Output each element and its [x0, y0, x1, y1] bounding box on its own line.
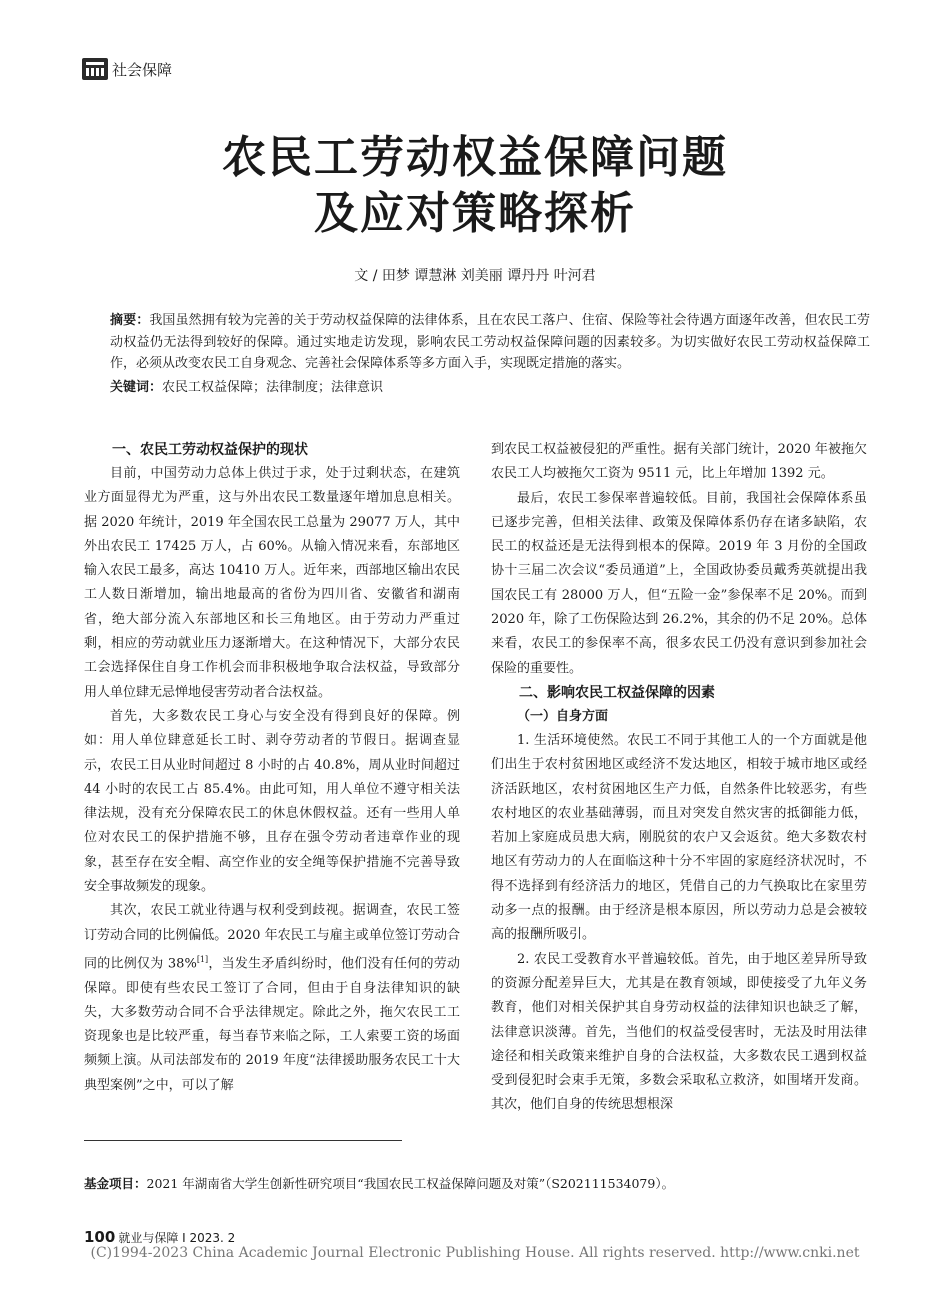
abstract-label: 摘要：: [110, 313, 150, 328]
abstract: [110, 310, 870, 375]
title-line-2: 及应对策略探析: [314, 188, 636, 239]
page-number: 100: [84, 1228, 116, 1246]
funding-text: 2021 年湖南省大学生创新性研究项目“我国农民工权益保障问题及对策”（S202111534079）。: [146, 1176, 675, 1191]
keywords-label: 关键词：: [110, 380, 163, 395]
right-column: [491, 438, 867, 1118]
paragraph-text: 其次，农民工就业待遇与权利受到歧视。据调查，农民工签订劳动合同的比例偏低。2020 年农民工与雇主或单位签订劳动合同的比例仅为 38%: [84, 903, 460, 972]
copyright-notice: (C)1994-2023 China Academic Journal Electronic Publishing House. All rights reserved. http://www.cnki.net: [90, 1245, 860, 1261]
authors: 文 / 田梦 谭慧淋 刘美丽 谭丹丹 叶河君: [354, 268, 596, 284]
funding-note: [84, 1174, 674, 1192]
paragraph: 到农民工权益被侵犯的严重性。据有关部门统计，2020 年被拖欠农民工人均被拖欠工资为 9511 元，比上年增加 1392 元。: [491, 442, 867, 482]
subsection-heading: （一）自身方面: [517, 708, 609, 724]
paragraph: 目前，中国劳动力总体上供过于求，处于过剩状态，在建筑业方面显得尤为严重，这与外出农民工数量逐年增加息息相关。据 2020 年统计，2019 年全国农民工总量为 29077 万人，其中外出农民工 17425 万人，占 60%。从输入情况来看，东部地区输入农民工最多，高达 10410 万人。近年来，西部地区输出农民工人数日渐增加，输出地最高的省份为四川省、安徽省和湖南省，绝大部分流入东部地区和长三角地区。由于劳动力严重过剩，相应的劳动就业压力逐渐增大。在这种情况下，大部分农民工会选择保住自身工作机会而非积极地争取合法权益，导致部分用人单位肆无忌惮地侵害劳动者合法权益。: [84, 466, 460, 700]
paragraph: 最后，农民工参保率普遍较低。目前，我国社会保障体系虽已逐步完善，但相关法律、政策及保障体系仍存在诸多缺陷，农民工的权益还是无法得到根本的保障。2019 年 3 月份的全国政协十三届二次会议“委员通道”上，全国政协委员戴秀英就提出我国农民工有 28000 万人，但“五险一金”参保率不足 20%。而到 2020 年，除了工伤保险达到 26.2%，其余的仍不足 20%。总体来看，农民工的参保率不高，很多农民工仍没有意识到参加社会保险的重要性。: [491, 490, 867, 676]
building-logo-icon: [82, 58, 108, 80]
section-heading-2: 二、影响农民工权益保障的因素: [519, 684, 715, 701]
article-title: [0, 130, 950, 242]
abstract-text: 我国虽然拥有较为完善的关于劳动权益保障的法律体系，且在农民工落户、住宿、保险等社会待遇方面逐年改善，但农民工劳动权益仍无法得到较好的保障。通过实地走访发现，影响农民工劳动权益保障问题的因素较多。为切实做好农民工劳动权益保障工作，必须从改变农民工自身观念、完善社会保障体系等多方面入手，实现既定措施的落实。: [110, 313, 870, 371]
keywords-text: 农民工权益保障；法律制度；法律意识: [162, 380, 384, 395]
title-line-1: 农民工劳动权益保障问题: [222, 132, 728, 183]
page-folio: [84, 1228, 235, 1246]
paragraph: 首先，大多数农民工身心与安全没有得到良好的保障。例如：用人单位肆意延长工时、剥夺劳动者的节假日。据调查显示，农民工日从业时间超过 8 小时的占 40.8%，周从业时间超过 44 小时的农民工占 85.4%。由此可知，用人单位不遵守相关法律法规，没有充分保障农民工的休息休假权益。还有一些用人单位对农民工的保护措施不够，且存在强令劳动者违章作业的现象，甚至存在安全帽、高空作业的安全绳等保护措施不完善导致安全事故频发的现象。: [84, 708, 460, 895]
footnote-rule: [84, 1140, 402, 1141]
keywords: [110, 376, 383, 395]
section-name: 社会保障: [112, 60, 173, 79]
paragraph: 2. 农民工受教育水平普遍较低。首先，由于地区差异所导致的资源分配差异巨大，尤其是在教育领域，即使接受了九年义务教育，他们对相关保护其自身劳动权益的法律知识也缺乏了解，法律意识淡薄。首先，当他们的权益受侵害时，无法及时用法律途径和相关政策来维护自身的合法权益，大多数农民工遇到权益受到侵犯时会束手无策，多数会采取私立救济，如围堵开发商。其次，他们自身的传统思想根深: [491, 951, 867, 1113]
journal-name: 就业与保障 I 2023. 2: [118, 1231, 236, 1245]
paragraph: 1. 生活环境使然。农民工不同于其他工人的一个方面就是他们出生于农村贫困地区或经济不发达地区，相较于城市地区或经济活跃地区，农村贫困地区生产力低，自然条件比较恶劣，有些农村地区的农业基础薄弱，而且对突发自然灾害的抵御能力低，若加上家庭成员患大病，刚脱贫的农户又会返贫。绝大多数农村地区有劳动力的人在面临这种十分不牢固的家庭经济状况时，不得不选择到有经济活力的地区，凭借自己的力气换取比在家里劳动多一点的报酬。由于经济是根本原因，所以劳动力总是会被较高的报酬所吸引。: [491, 732, 867, 943]
left-column: [84, 438, 460, 1098]
citation[interactable]: [1]: [196, 954, 209, 964]
section-heading-1: 一、农民工劳动权益保护的现状: [112, 442, 308, 458]
paragraph-text: ，当发生矛盾纠纷时，他们没有任何的劳动保障。即使有些农民工签订了合同，但由于自身法律知识的缺失，大多数劳动合同不合乎法律规定。除此之外，拖欠农民工工资现象也是比较严重，每当春节来临之际，工人索要工资的场面频频上演。从司法部发布的 2019 年度“法律援助服务农民工十大典型案例”之中，可以了解: [84, 956, 460, 1093]
funding-label: 基金项目：: [84, 1176, 147, 1191]
paragraph: [84, 899, 460, 1098]
section-header: [82, 58, 172, 80]
